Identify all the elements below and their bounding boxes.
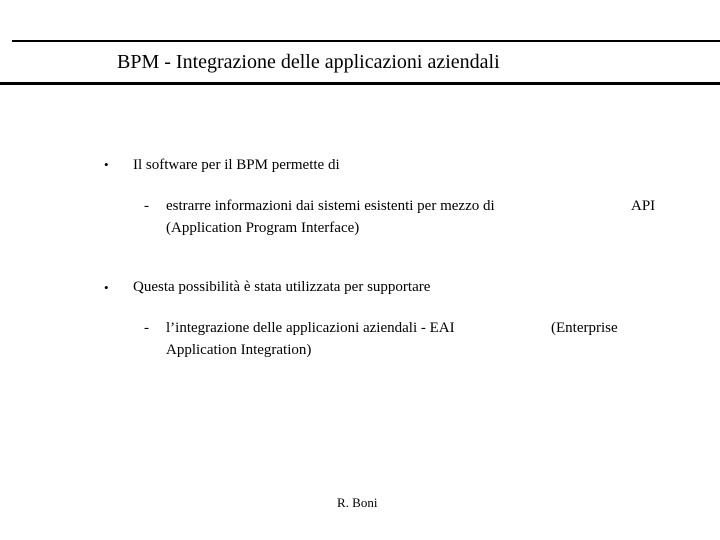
bullet-marker-2: • [104, 280, 109, 295]
sub-bullet-1-line1-end: API [631, 198, 656, 214]
title-rule-bottom [0, 82, 720, 85]
sub-bullet-marker-2: - [144, 320, 149, 336]
sub-bullet-1-line1: estrarre informazioni dai sistemi esistenti per mezzo di [166, 198, 495, 214]
bullet-text-1: Il software per il BPM permette di [133, 157, 340, 173]
sub-bullet-2-line2: Application Integration) [166, 342, 312, 358]
sub-bullet-marker-1: - [144, 198, 149, 214]
bullet-marker-1: • [104, 157, 109, 172]
sub-bullet-2-line1-end: (Enterprise [551, 320, 618, 336]
footer-author: R. Boni [337, 495, 378, 510]
sub-bullet-2-line1: l’integrazione delle applicazioni aziendali - EAI [166, 320, 455, 336]
bullet-text-2: Questa possibilità è stata utilizzata per supportare [133, 279, 431, 295]
slide-title: BPM - Integrazione delle applicazioni aziendali [117, 51, 500, 73]
sub-bullet-1-line2: (Application Program Interface) [166, 220, 360, 236]
title-rule-top [12, 40, 720, 42]
